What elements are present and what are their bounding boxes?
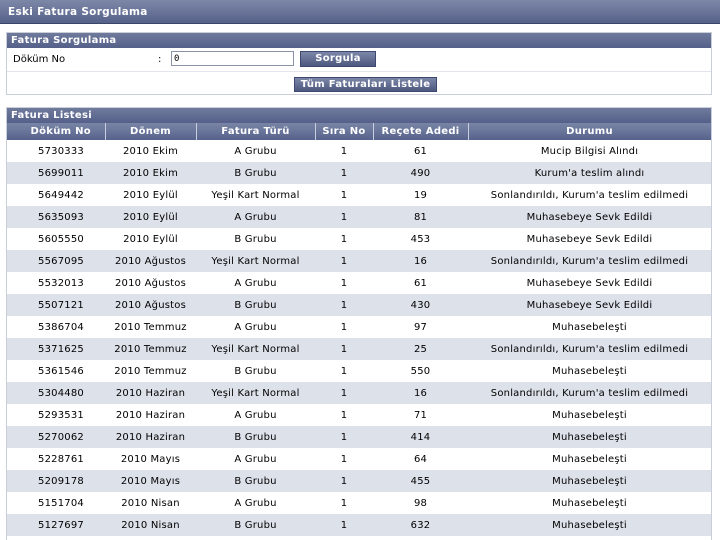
- donem-cell: 2010 Eylül: [105, 184, 196, 206]
- table-row[interactable]: [7, 514, 711, 536]
- table-row[interactable]: [7, 316, 711, 338]
- sira-no-cell: 1: [315, 338, 373, 360]
- row-spacer: [7, 360, 17, 382]
- dokum-no-cell: 5386704: [17, 316, 105, 338]
- durumu-cell: Muhasebeye Sevk Edildi: [468, 228, 711, 250]
- fatura-turu-cell: A Grubu: [196, 404, 315, 426]
- fatura-turu-cell: Yeşil Kart Normal: [196, 382, 315, 404]
- dokum-no-cell: 5649442: [17, 184, 105, 206]
- column-header-fatura-turu[interactable]: Fatura Türü: [196, 123, 315, 140]
- row-spacer: [7, 272, 17, 294]
- sira-no-cell: 1: [315, 250, 373, 272]
- row-spacer: [7, 470, 17, 492]
- fatura-turu-cell: Yeşil Kart Normal: [196, 250, 315, 272]
- dokum-no-cell: 5605550: [17, 228, 105, 250]
- donem-cell: 2010 Haziran: [105, 404, 196, 426]
- durumu-cell: Muhasebeleşti: [468, 448, 711, 470]
- durumu-cell: Muhasebeleşti: [468, 514, 711, 536]
- sira-no-cell: 1: [315, 272, 373, 294]
- table-row[interactable]: [7, 250, 711, 272]
- fatura-turu-cell: Yeşil Kart Normal: [196, 338, 315, 360]
- column-header-donem[interactable]: Dönem: [105, 123, 196, 140]
- dokum-no-cell: 5151704: [17, 492, 105, 514]
- dokum-no-cell: 5127697: [17, 514, 105, 536]
- fatura-turu-cell: B Grubu: [196, 426, 315, 448]
- row-spacer: [7, 162, 17, 184]
- dokum-no-cell: 5699011: [17, 162, 105, 184]
- sira-no-cell: 1: [315, 470, 373, 492]
- fatura-turu-cell: A Grubu: [196, 272, 315, 294]
- donem-cell: 2010 Temmuz: [105, 360, 196, 382]
- recete-adedi-cell: 16: [373, 382, 468, 404]
- donem-cell: 2010 Ağustos: [105, 294, 196, 316]
- fatura-turu-cell: Yeşil Kart Normal: [196, 184, 315, 206]
- row-spacer: [7, 514, 17, 536]
- sira-no-cell: 1: [315, 404, 373, 426]
- dokum-no-cell: 5730333: [17, 140, 105, 162]
- table-row[interactable]: [7, 448, 711, 470]
- fatura-turu-cell: A Grubu: [196, 492, 315, 514]
- row-spacer: [7, 492, 17, 514]
- dokum-no-cell: 5507121: [17, 294, 105, 316]
- fatura-turu-cell: B Grubu: [196, 470, 315, 492]
- recete-adedi-cell: 430: [373, 294, 468, 316]
- sira-no-cell: 1: [315, 448, 373, 470]
- recete-adedi-cell: 81: [373, 206, 468, 228]
- table-row[interactable]: [7, 162, 711, 184]
- dokum-no-cell: 5304480: [17, 382, 105, 404]
- sira-no-cell: 1: [315, 492, 373, 514]
- durumu-cell: Muhasebeleşti: [468, 492, 711, 514]
- invoice-list-header: Fatura Listesi: [7, 108, 711, 123]
- donem-cell: 2010 Ağustos: [105, 272, 196, 294]
- durumu-cell: Muhasebeleşti: [468, 360, 711, 382]
- donem-cell: 2010 Nisan: [105, 492, 196, 514]
- sira-no-cell: 1: [315, 426, 373, 448]
- header-spacer: [7, 123, 17, 140]
- query-panel: [6, 32, 712, 95]
- durumu-cell: Sonlandırıldı, Kurum'a teslim edilmedi: [468, 382, 711, 404]
- donem-cell: 2010 Mayıs: [105, 470, 196, 492]
- fatura-turu-cell: B Grubu: [196, 228, 315, 250]
- search-button[interactable]: Sorgula: [300, 51, 376, 67]
- row-spacer: [7, 250, 17, 272]
- sira-no-cell: 1: [315, 382, 373, 404]
- table-row[interactable]: [7, 360, 711, 382]
- donem-cell: 2010 Nisan: [105, 514, 196, 536]
- table-row[interactable]: [7, 206, 711, 228]
- sira-no-cell: 1: [315, 514, 373, 536]
- donem-cell: 2010 Eylül: [105, 228, 196, 250]
- dokum-no-input[interactable]: [171, 51, 294, 66]
- durumu-cell: Kurum'a teslim alındı: [468, 162, 711, 184]
- list-all-invoices-button[interactable]: Tüm Faturaları Listele: [294, 77, 437, 92]
- row-spacer: [7, 228, 17, 250]
- durumu-cell: Muhasebeye Sevk Edildi: [468, 272, 711, 294]
- column-header-durumu[interactable]: Durumu: [468, 123, 711, 140]
- query-panel-header: Fatura Sorgulama: [7, 33, 711, 48]
- dokum-no-cell: 5270062: [17, 426, 105, 448]
- row-spacer: [7, 448, 17, 470]
- recete-adedi-cell: 19: [373, 184, 468, 206]
- window-title: Eski Fatura Sorgulama: [0, 0, 720, 24]
- row-spacer: [7, 184, 17, 206]
- donem-cell: 2010 Mayıs: [105, 448, 196, 470]
- donem-cell: 2010 Temmuz: [105, 316, 196, 338]
- sira-no-cell: 1: [315, 316, 373, 338]
- donem-cell: 2010 Temmuz: [105, 338, 196, 360]
- dokum-no-cell: 5532013: [17, 272, 105, 294]
- invoice-table-body: [7, 140, 711, 536]
- dokum-no-cell: 5567095: [17, 250, 105, 272]
- recete-adedi-cell: 453: [373, 228, 468, 250]
- row-spacer: [7, 316, 17, 338]
- recete-adedi-cell: 98: [373, 492, 468, 514]
- table-row[interactable]: [7, 184, 711, 206]
- table-row[interactable]: [7, 272, 711, 294]
- fatura-turu-cell: B Grubu: [196, 162, 315, 184]
- row-spacer: [7, 382, 17, 404]
- table-row[interactable]: [7, 492, 711, 514]
- fatura-turu-cell: B Grubu: [196, 294, 315, 316]
- column-header-dokum-no[interactable]: Döküm No: [17, 123, 105, 140]
- sira-no-cell: 1: [315, 162, 373, 184]
- dokum-no-label: Döküm No: [13, 54, 66, 65]
- table-row[interactable]: [7, 404, 711, 426]
- sira-no-cell: 1: [315, 228, 373, 250]
- recete-adedi-cell: 490: [373, 162, 468, 184]
- row-spacer: [7, 140, 17, 162]
- donem-cell: 2010 Ekim: [105, 140, 196, 162]
- dokum-no-cell: 5635093: [17, 206, 105, 228]
- donem-cell: 2010 Ağustos: [105, 250, 196, 272]
- label-colon: :: [158, 54, 162, 65]
- dokum-no-cell: 5228761: [17, 448, 105, 470]
- column-header-sira-no[interactable]: Sıra No: [315, 123, 373, 140]
- row-spacer: [7, 294, 17, 316]
- donem-cell: 2010 Haziran: [105, 382, 196, 404]
- fatura-turu-cell: B Grubu: [196, 514, 315, 536]
- durumu-cell: Muhasebeye Sevk Edildi: [468, 294, 711, 316]
- row-spacer: [7, 206, 17, 228]
- sira-no-cell: 1: [315, 184, 373, 206]
- invoice-table: [7, 123, 712, 536]
- recete-adedi-cell: 71: [373, 404, 468, 426]
- table-row[interactable]: [7, 338, 711, 360]
- durumu-cell: Muhasebeye Sevk Edildi: [468, 206, 711, 228]
- durumu-cell: Sonlandırıldı, Kurum'a teslim edilmedi: [468, 250, 711, 272]
- table-row[interactable]: [7, 228, 711, 250]
- invoice-list-panel: [6, 107, 712, 540]
- row-spacer: [7, 426, 17, 448]
- table-row[interactable]: [7, 294, 711, 316]
- donem-cell: 2010 Eylül: [105, 206, 196, 228]
- sira-no-cell: 1: [315, 140, 373, 162]
- donem-cell: 2010 Haziran: [105, 426, 196, 448]
- recete-adedi-cell: 61: [373, 272, 468, 294]
- table-row[interactable]: [7, 140, 711, 162]
- recete-adedi-cell: 25: [373, 338, 468, 360]
- durumu-cell: Muhasebeleşti: [468, 426, 711, 448]
- durumu-cell: Sonlandırıldı, Kurum'a teslim edilmedi: [468, 338, 711, 360]
- donem-cell: 2010 Ekim: [105, 162, 196, 184]
- sira-no-cell: 1: [315, 360, 373, 382]
- recete-adedi-cell: 455: [373, 470, 468, 492]
- sira-no-cell: 1: [315, 294, 373, 316]
- table-header-row: [7, 123, 711, 140]
- dokum-no-cell: 5209178: [17, 470, 105, 492]
- durumu-cell: Mucip Bilgisi Alındı: [468, 140, 711, 162]
- durumu-cell: Muhasebeleşti: [468, 470, 711, 492]
- recete-adedi-cell: 64: [373, 448, 468, 470]
- fatura-turu-cell: B Grubu: [196, 360, 315, 382]
- durumu-cell: Sonlandırıldı, Kurum'a teslim edilmedi: [468, 184, 711, 206]
- row-spacer: [7, 404, 17, 426]
- recete-adedi-cell: 550: [373, 360, 468, 382]
- dokum-no-cell: 5371625: [17, 338, 105, 360]
- table-row[interactable]: [7, 426, 711, 448]
- fatura-turu-cell: A Grubu: [196, 316, 315, 338]
- durumu-cell: Muhasebeleşti: [468, 316, 711, 338]
- query-row: [7, 48, 711, 72]
- fatura-turu-cell: A Grubu: [196, 448, 315, 470]
- recete-adedi-cell: 61: [373, 140, 468, 162]
- recete-adedi-cell: 16: [373, 250, 468, 272]
- dokum-no-cell: 5361546: [17, 360, 105, 382]
- fatura-turu-cell: A Grubu: [196, 140, 315, 162]
- column-header-recete-adedi[interactable]: Reçete Adedi: [373, 123, 468, 140]
- row-spacer: [7, 338, 17, 360]
- fatura-turu-cell: A Grubu: [196, 206, 315, 228]
- dokum-no-cell: 5293531: [17, 404, 105, 426]
- table-row[interactable]: [7, 470, 711, 492]
- sira-no-cell: 1: [315, 206, 373, 228]
- table-row[interactable]: [7, 382, 711, 404]
- recete-adedi-cell: 414: [373, 426, 468, 448]
- recete-adedi-cell: 632: [373, 514, 468, 536]
- recete-adedi-cell: 97: [373, 316, 468, 338]
- durumu-cell: Muhasebeleşti: [468, 404, 711, 426]
